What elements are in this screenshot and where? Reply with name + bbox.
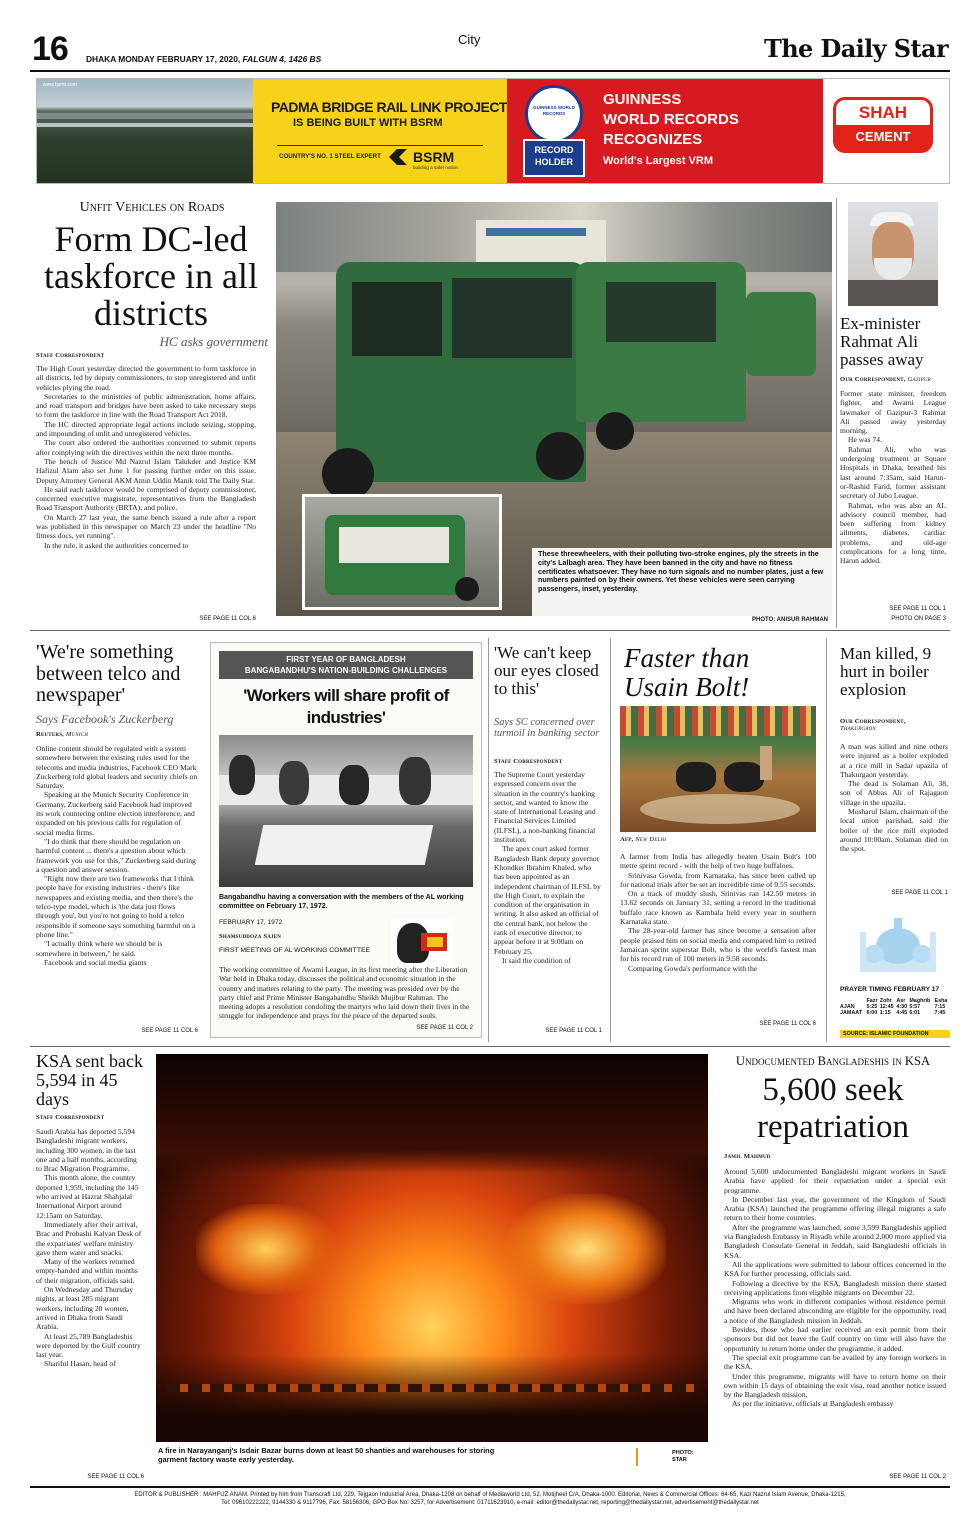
- bangabandhu-subhead: FIRST MEETING OF AL WORKING COMMITTEE: [219, 947, 371, 954]
- facebook-headline[interactable]: 'We're something between telco and newspaper': [36, 641, 181, 706]
- obituary-headline[interactable]: Ex-minister Rahmat Ali passes away: [840, 314, 924, 369]
- obituary-see-page[interactable]: SEE PAGE 11 COL 1: [889, 606, 946, 612]
- page-number: 16: [32, 30, 68, 68]
- lead-body: The High Court yesterday directed the government to form taskforce in all districts, led by deputy commissioners, to stop unregistered and unfit vehicles plying the road. Secretaries to the ministries of public administration, home affairs, and road transport and bridges have been asked to take necessary steps to form the taskforce in line with the Road Transport Act 2018. The HC directed appropriate legal actions include seizing, stopping, and impounding of unfit and unregistered vehicles. The court also ordered the authorities concerned to submit reports after complying with the directives within the next three months. The bench of Justice Md Nazrul Islam Talukder and Justice KM Hafizul Alam also set June 1 for passing further order on this issue, Deputy Attorney General AKM Amin Uddin Manik told The Daily Star. He said each taskforce would be comprised of deputy commissioner, concerned executive magistrate, representatives from the Bangladesh Road Transport Authority (BRTA), and police. On March 27 last year, the same bench issued a rule after a report was published in this newspaper on March 23 under the headline "No fitness docs, yet running". In the rule, it asked the authorities concerned to: [36, 364, 256, 550]
- facebook-byline: Reuters, Munich: [36, 731, 89, 738]
- repatriation-byline: Jamil Mahmud: [724, 1153, 771, 1160]
- fire-photo: [156, 1054, 708, 1442]
- guinness-line-1: GUINNESS: [603, 91, 682, 108]
- sc-headline[interactable]: 'We can't keep our eyes closed to this': [494, 643, 599, 698]
- ad-small-url: www.bsrm.com: [43, 82, 77, 88]
- bsrm-logo-icon: [387, 147, 409, 167]
- boiler-headline[interactable]: Man killed, 9 hurt in boiler explosion: [840, 644, 932, 699]
- bangabandhu-photo: [219, 735, 473, 887]
- bolt-byline: Afp, New Delhi: [620, 836, 667, 843]
- prayer-title: PRAYER TIMING FEBRUARY 17: [840, 986, 940, 993]
- bangabandhu-date: FEBRUARY 17, 1972: [219, 919, 283, 926]
- fire-caption: A fire in Narayanganj's Isdair Bazar burns down at least 50 shanties and warehouses for storing garment factory waste early yesterday.: [158, 1446, 495, 1465]
- bangabandhu-caption: Bangabandhu having a conversation with the members of the AL working committee on February 17, 1972.: [219, 894, 464, 910]
- section-rule-2: [30, 1046, 950, 1047]
- fire-caption-bar: [636, 1448, 638, 1466]
- guinness-line-2: WORLD RECORDS: [603, 111, 739, 128]
- facebook-see-page[interactable]: SEE PAGE 11 COL 6: [141, 1028, 198, 1034]
- masthead: [30, 28, 950, 70]
- lead-see-page[interactable]: SEE PAGE 11 COL 6: [199, 616, 256, 622]
- ad-bridge-photo: [37, 79, 253, 184]
- sc-see-page[interactable]: SEE PAGE 11 COL 1: [545, 1028, 602, 1034]
- bsrm-headline-2: IS BEING BUILT WITH BSRM: [293, 117, 443, 129]
- repatriation-headline[interactable]: 5,600 seek repatriation: [756, 1072, 910, 1145]
- guinness-badge-icon: GUINNESS WORLD RECORDS RECORD HOLDER: [523, 85, 585, 179]
- lead-byline: Staff Correspondent: [36, 352, 105, 359]
- col-divider: [610, 638, 611, 1042]
- ksa-sent-see-page[interactable]: SEE PAGE 11 COL 6: [87, 1474, 144, 1480]
- lead-subhead: HC asks government: [159, 334, 268, 349]
- obituary-byline: Our Correspondent, Gazipur: [840, 376, 931, 383]
- bangabandhu-see-page[interactable]: SEE PAGE 11 COL 2: [416, 1025, 473, 1031]
- boiler-body: A man was killed and nine others were injured as a boiler exploded at a rice mill in Sadar upazila of Thakurgaon yesterday. The dead is Solaman Ali, 38, son of Abbas Ali of Rajagaon village in the upazila. Mosharuf Islam, chairman of the local union parishad, said the boiler of the rice mill exploded around 10:00am. Solaman died on the spot.: [840, 742, 948, 854]
- masthead-rule: [30, 70, 950, 72]
- bsrm-logo-sub: building a safer nation: [413, 165, 458, 170]
- threewheeler-caption-box: These threewheelers, with their polluting two-stroke engines, ply the streets in the city's Lalbagh area. They have been banned in the city and have no fitness certificates whatsoever. They have no turn signals and no number plates, just a few numbers painted on by their owners. Yet these vehicles were seen carrying passengers, inset, yesterday.: [532, 548, 832, 616]
- bangabandhu-headline[interactable]: 'Workers will share profit of industries': [243, 686, 449, 727]
- prayer-header-row: Fazr Zohr Asr Maghrib Esha: [866, 998, 948, 1004]
- threewheeler-photo: [276, 202, 832, 616]
- bangabandhu-byline: Shamsuddoza Sajen: [219, 933, 282, 940]
- prayer-row: AJAN 5:25 12:45 4:30 5:57 7:15: [840, 1004, 946, 1010]
- sc-byline: Staff Correspondent: [494, 758, 563, 765]
- ksa-sent-byline: Staff Correspondent: [36, 1114, 105, 1121]
- footer-rule: [30, 1486, 950, 1488]
- dateline-bangla: FALGUN 4, 1426 BS: [242, 54, 322, 64]
- imprint: [30, 1491, 950, 1508]
- col-divider: [488, 638, 489, 1042]
- prayer-row: JAMAAT 6:00 1:15 4:45 6:01 7:45: [840, 1010, 946, 1016]
- mosque-icon: [858, 910, 938, 976]
- bsrm-tagline: COUNTRY'S NO. 1 STEEL EXPERT: [279, 153, 381, 160]
- guinness-ad: [507, 79, 823, 184]
- imprint-line-1: EDITOR & PUBLISHER : MAHFUZ ANAM. Printed by him from Transcraft Ltd, 229, Tejgaon Industrial Area, Dhaka-1208 on behalf of Mediaworld Ltd, 52, Motijheel C/A, Dhaka-1000. Editorial, News & Commercial Offices: 64-65, Kazi Nazrul Islam Avenue, Dhaka-1215,: [134, 1492, 846, 1498]
- sc-body: The Supreme Court yesterday expressed concern over the situation in the country's banking sector, and wanted to know the state of International Leasing and Financial Services Limited (ILFSL), a non-banking financial institution. The apex court asked former Bangladesh Bank deputy governor Khondker Ibrahim Khaled, who has been appointed as an independent chairman of ILFSL by the High Court, to explain the condition of the organisation in writing. It also asked an official of the central bank, not below the rank of executive director, to appear before it at 9:00am on February 25. It said the condition of: [494, 770, 601, 965]
- repatriation-kicker: Undocumented Bangladeshis in KSA: [735, 1054, 931, 1068]
- inset-photo: [302, 494, 502, 610]
- boiler-see-page[interactable]: SEE PAGE 11 COL 1: [891, 890, 948, 896]
- bangabandhu-banner: FIRST YEAR OF BANGLADESH BANGABANDHU'S NATION-BUILDING CHALLENGES: [219, 651, 473, 679]
- section-name: City: [458, 32, 481, 47]
- buffalo-race-photo: [620, 706, 816, 832]
- shah-logo-2: CEMENT: [855, 129, 911, 144]
- repatriation-see-page[interactable]: SEE PAGE 11 COL 2: [889, 1474, 946, 1480]
- obituary-photo-on[interactable]: PHOTO ON PAGE 3: [891, 616, 946, 622]
- imprint-line-2: Tel: 09610222222, 9144330 & 9117796, Fax: 58156306, GPO Box No: 3257, for Advertisement: 01711623910, e-mail: editor@thedailystar.net, reporting@thedailystar.net, advertisement@thedailystar.net: [221, 1500, 759, 1507]
- fire-credit: PHOTO: STAR: [672, 1450, 694, 1463]
- bangabandhu-box: [210, 642, 482, 1038]
- bolt-body: A farmer from India has allegedly beaten Usain Bolt's 100 metre sprint record - with the help of two huge buffaloes. Srinivasa Gowda, from Karnataka, has since been called up for national trials after he set an incredible time of 9.55 seconds. On a track of muddy slush, Srinivas ran 142.50 metres in 13.62 seconds on January 31, setting a record in the traditional buffalo race known as Kambala held every year in southern Karnataka state. The 28-year-old farmer has since become a sensation after people praised him on social media and compared him to retired Jamaican sprint superstar Bolt, who is the world's fastest man for his record run of 100 meters in 9.58 seconds. Comparing Gowda's performance with the: [620, 852, 816, 973]
- paper-logo[interactable]: The Daily Star: [763, 34, 948, 63]
- dateline-date: DHAKA MONDAY FEBRUARY 17, 2020,: [86, 54, 241, 64]
- prayer-source: SOURCE: ISLAMIC FOUNDATION: [840, 1030, 950, 1038]
- mujib-portrait: [391, 919, 453, 971]
- boiler-byline: Our Correspondent, Thakurgaon: [840, 718, 906, 732]
- prayer-table: [840, 998, 950, 1016]
- rahmat-ali-photo: [848, 202, 938, 306]
- ad-banner[interactable]: [36, 78, 950, 184]
- section-rule-1: [30, 630, 950, 631]
- bsrm-headline-1: PADMA BRIDGE RAIL LINK PROJECT: [271, 99, 507, 115]
- bangabandhu-body: The working committee of Awami League, in its first meeting after the Liberation War held in Dhaka today, discusses the political and economic situation in the country and matters relating to the party. The meeting was presided over by the party chief and Prime Minister Bangabandhu Sheikh Mujibur Rahman. The meeting adopts a resolution condoling the martyrs who laid down their lives in the struggle for independence and prays for the peace of the departed souls.: [219, 965, 470, 1021]
- lead-headline[interactable]: Form DC-led taskforce in all districts: [44, 219, 258, 333]
- guinness-line-3: RECOGNIZES: [603, 131, 703, 148]
- lead-kicker: Unfit Vehicles on Roads: [79, 200, 225, 215]
- obituary-body: Former state minister, freedom fighter, and Awami League lawmaker of Gazipur-3 Rahmat Ali passed away yesterday morning. He was 74. Rahmat Ali, who was undergoing treatment at Square Hospitals in Dhaka, breathed his last around 7:35am, said Harun-or-Rashid Farid, former assistant secretary of Jubo League. Rahmat, who was also an AL advisory council member, had been suffering from kidney ailments, diabetes, cardiac problems, and old-age complications for a long time, Harun added.: [840, 389, 946, 566]
- col-divider: [836, 198, 837, 628]
- bolt-see-page[interactable]: SEE PAGE 11 COL 6: [759, 1021, 816, 1027]
- sc-subhead: Says SC concerned over turmoil in banking sector: [494, 717, 600, 740]
- facebook-subhead: Says Facebook's Zuckerberg: [36, 712, 174, 726]
- shah-logo-1: SHAH: [858, 103, 908, 122]
- bolt-headline[interactable]: Faster than Usain Bolt!: [624, 643, 750, 702]
- lead-photo-credit: PHOTO: ANISUR RAHMAN: [752, 617, 828, 623]
- col-divider: [826, 638, 827, 1042]
- facebook-body: Online content should be regulated with a system somewhere between the existing rules used for the telecoms and media industries, Facebook CEO Mark Zuckerberg told global leaders and security chiefs on Saturday. Speaking at the Munich Security Conference in Germany, Zuckerberg said Facebook had improved its work countering online election interference, and expanded on his previous calls for regulation of social media firms. "I do think that there should be regulation on harmful content ... there's a question about which framework you use for this," Zuckerberg said during a question and answer session. "Right now there are two frameworks that I think people have for existing industries - there's like newspapers and existing media, and then there's the telco-type model, which is 'the data just flows through you', but you're not going to hold a telco responsible if someone says something harmful on a phone line." "I actually think where we should be is somewhere in between," he said. Facebook and social media giants: [36, 744, 198, 967]
- dateline: [86, 54, 321, 64]
- bsrm-logo-text: BSRM: [413, 149, 455, 165]
- shah-cement-ad: [823, 79, 950, 184]
- ksa-sent-headline[interactable]: KSA sent back 5,594 in 45 days: [36, 1051, 143, 1109]
- bsrm-ad: [253, 79, 507, 184]
- guinness-sub: World's Largest VRM: [603, 155, 713, 167]
- repatriation-body: Around 5,600 undocumented Bangladeshi migrant workers in Saudi Arabia have applied for their repatriation under a special exit programme. In December last year, the government of the Kingdom of Saudi Arabia (KSA) launched the programme offering illegal migrants a safe return to their home countries. After the programme was launched, some 3,599 Bangladeshis applied via Bangladesh Embassy in Riyadh while around 2,000 more applied via Bangladesh Consulate General in Jeddah, said Bangladeshi officials in KSA. All the applications were submitted to labour offices concerned in the KSA for further processing, officials said. Following a directive by the KSA, Bangladesh mission there started receiving applications from eligible migrants on December 22. Migrants who work in different companies without residence permit and have been declared absconding are eligible for the opportunity, read a notice of the Bangladesh mission in Jeddah. Besides, those who had earlier received an exit permit from their sponsors but did not leave the Gulf country on time will also have the opportunity to return home under the programme, it added. The special exit programme can be availed by any foreign workers in the KSA. Under this programme, migrants will have to return home on their own within 15 days of obtaining the exit visa, read another notice issued by the Bangladesh mission. As per the initiative, officials at Bangladesh embassy: [724, 1167, 946, 1409]
- ksa-sent-body: Saudi Arabia has deported 5,594 Bangladeshi migrant workers, including 300 women, in the last one and a half months, according to Brac Migration Programme. This month alone, the country deported 1,959, including the 145 who arrived at Hazrat Shahjalal International Airport around 12:15am on Saturday. Immediately after their arrival, Brac and Probashi Kalyan Desk of the expatriates' welfare ministry gave them water and snacks. Many of the workers returned empty-handed and within months of their migration, officials said. On Wednesday and Thursday nights, at least 285 migrant workers, including 20 women, arrived in Dhaka from Saudi Arabia. At least 25,789 Bangladeshis were deported by the Gulf country last year. Shariful Hasan, head of: [36, 1127, 142, 1369]
